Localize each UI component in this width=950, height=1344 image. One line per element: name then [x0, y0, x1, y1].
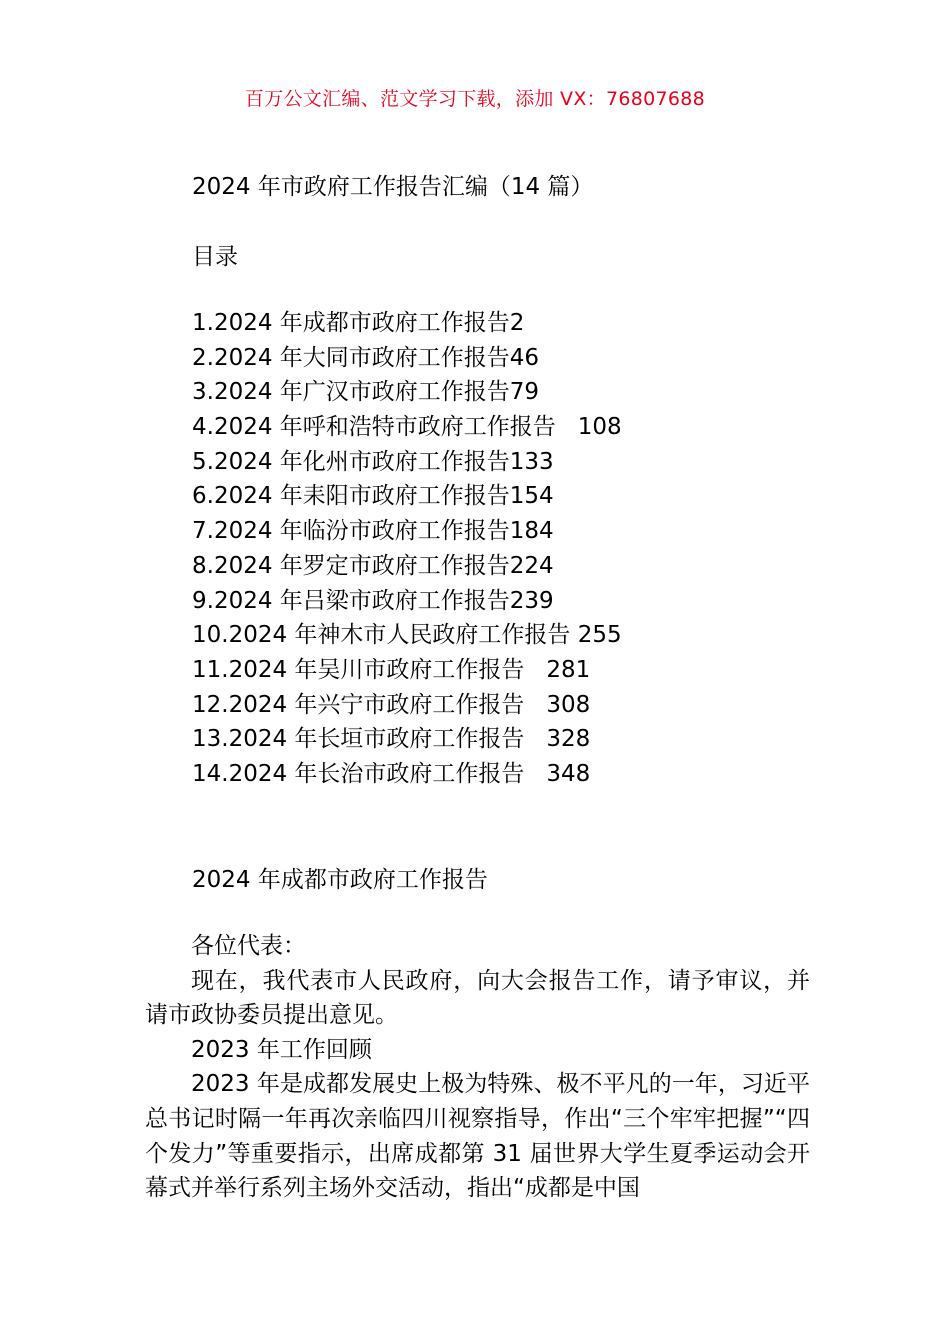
report-body [145, 929, 810, 1206]
toc-heading: 目录 [192, 244, 238, 270]
subsection-heading: 2023 年工作回顾 [191, 1036, 372, 1063]
toc-item[interactable]: 14.2024 年长治市政府工作报告 348 [192, 760, 591, 787]
toc-item[interactable]: 6.2024 年耒阳市政府工作报告154 [192, 483, 554, 510]
toc-item[interactable]: 13.2024 年长垣市政府工作报告 328 [192, 726, 591, 753]
table-of-contents [192, 306, 622, 792]
promo-header: 百万公文汇编、范文学习下载，添加 VX：76807688 [244, 88, 706, 110]
section-title: 2024 年成都市政府工作报告 [192, 867, 488, 893]
toc-item[interactable]: 4.2024 年呼和浩特市政府工作报告 108 [192, 414, 622, 441]
toc-item[interactable]: 12.2024 年兴宁市政府工作报告 308 [192, 691, 591, 718]
toc-item[interactable]: 5.2024 年化州市政府工作报告133 [192, 448, 554, 475]
body-paragraph: 现在，我代表市人民政府，向大会报告工作，请予审议，并请市政协委员提出意见。 [145, 967, 810, 1029]
body-paragraph: 2023 年是成都发展史上极为特殊、极不平凡的一年，习近平总书记时隔一年再次亲临四川视察指导，作出“三个牢牢把握”“四个发力”等重要指示，出席成都第 31 届世界大学生夏季运动会开幕式并举行系列主场外交活动，指出“成都是中国 [145, 1071, 810, 1202]
toc-item[interactable]: 1.2024 年成都市政府工作报告2 [192, 310, 525, 336]
document-title: 2024 年市政府工作报告汇编（14 篇） [192, 174, 594, 200]
salutation: 各位代表： [191, 933, 306, 959]
toc-item[interactable]: 11.2024 年吴川市政府工作报告 281 [192, 656, 591, 683]
toc-item[interactable]: 10.2024 年神木市人民政府工作报告 255 [192, 622, 622, 649]
toc-item[interactable]: 3.2024 年广汉市政府工作报告79 [192, 379, 540, 406]
toc-item[interactable]: 8.2024 年罗定市政府工作报告224 [192, 552, 554, 579]
toc-item[interactable]: 7.2024 年临汾市政府工作报告184 [192, 518, 554, 545]
toc-item[interactable]: 2.2024 年大同市政府工作报告46 [192, 344, 540, 371]
toc-item[interactable]: 9.2024 年吕梁市政府工作报告239 [192, 587, 554, 614]
